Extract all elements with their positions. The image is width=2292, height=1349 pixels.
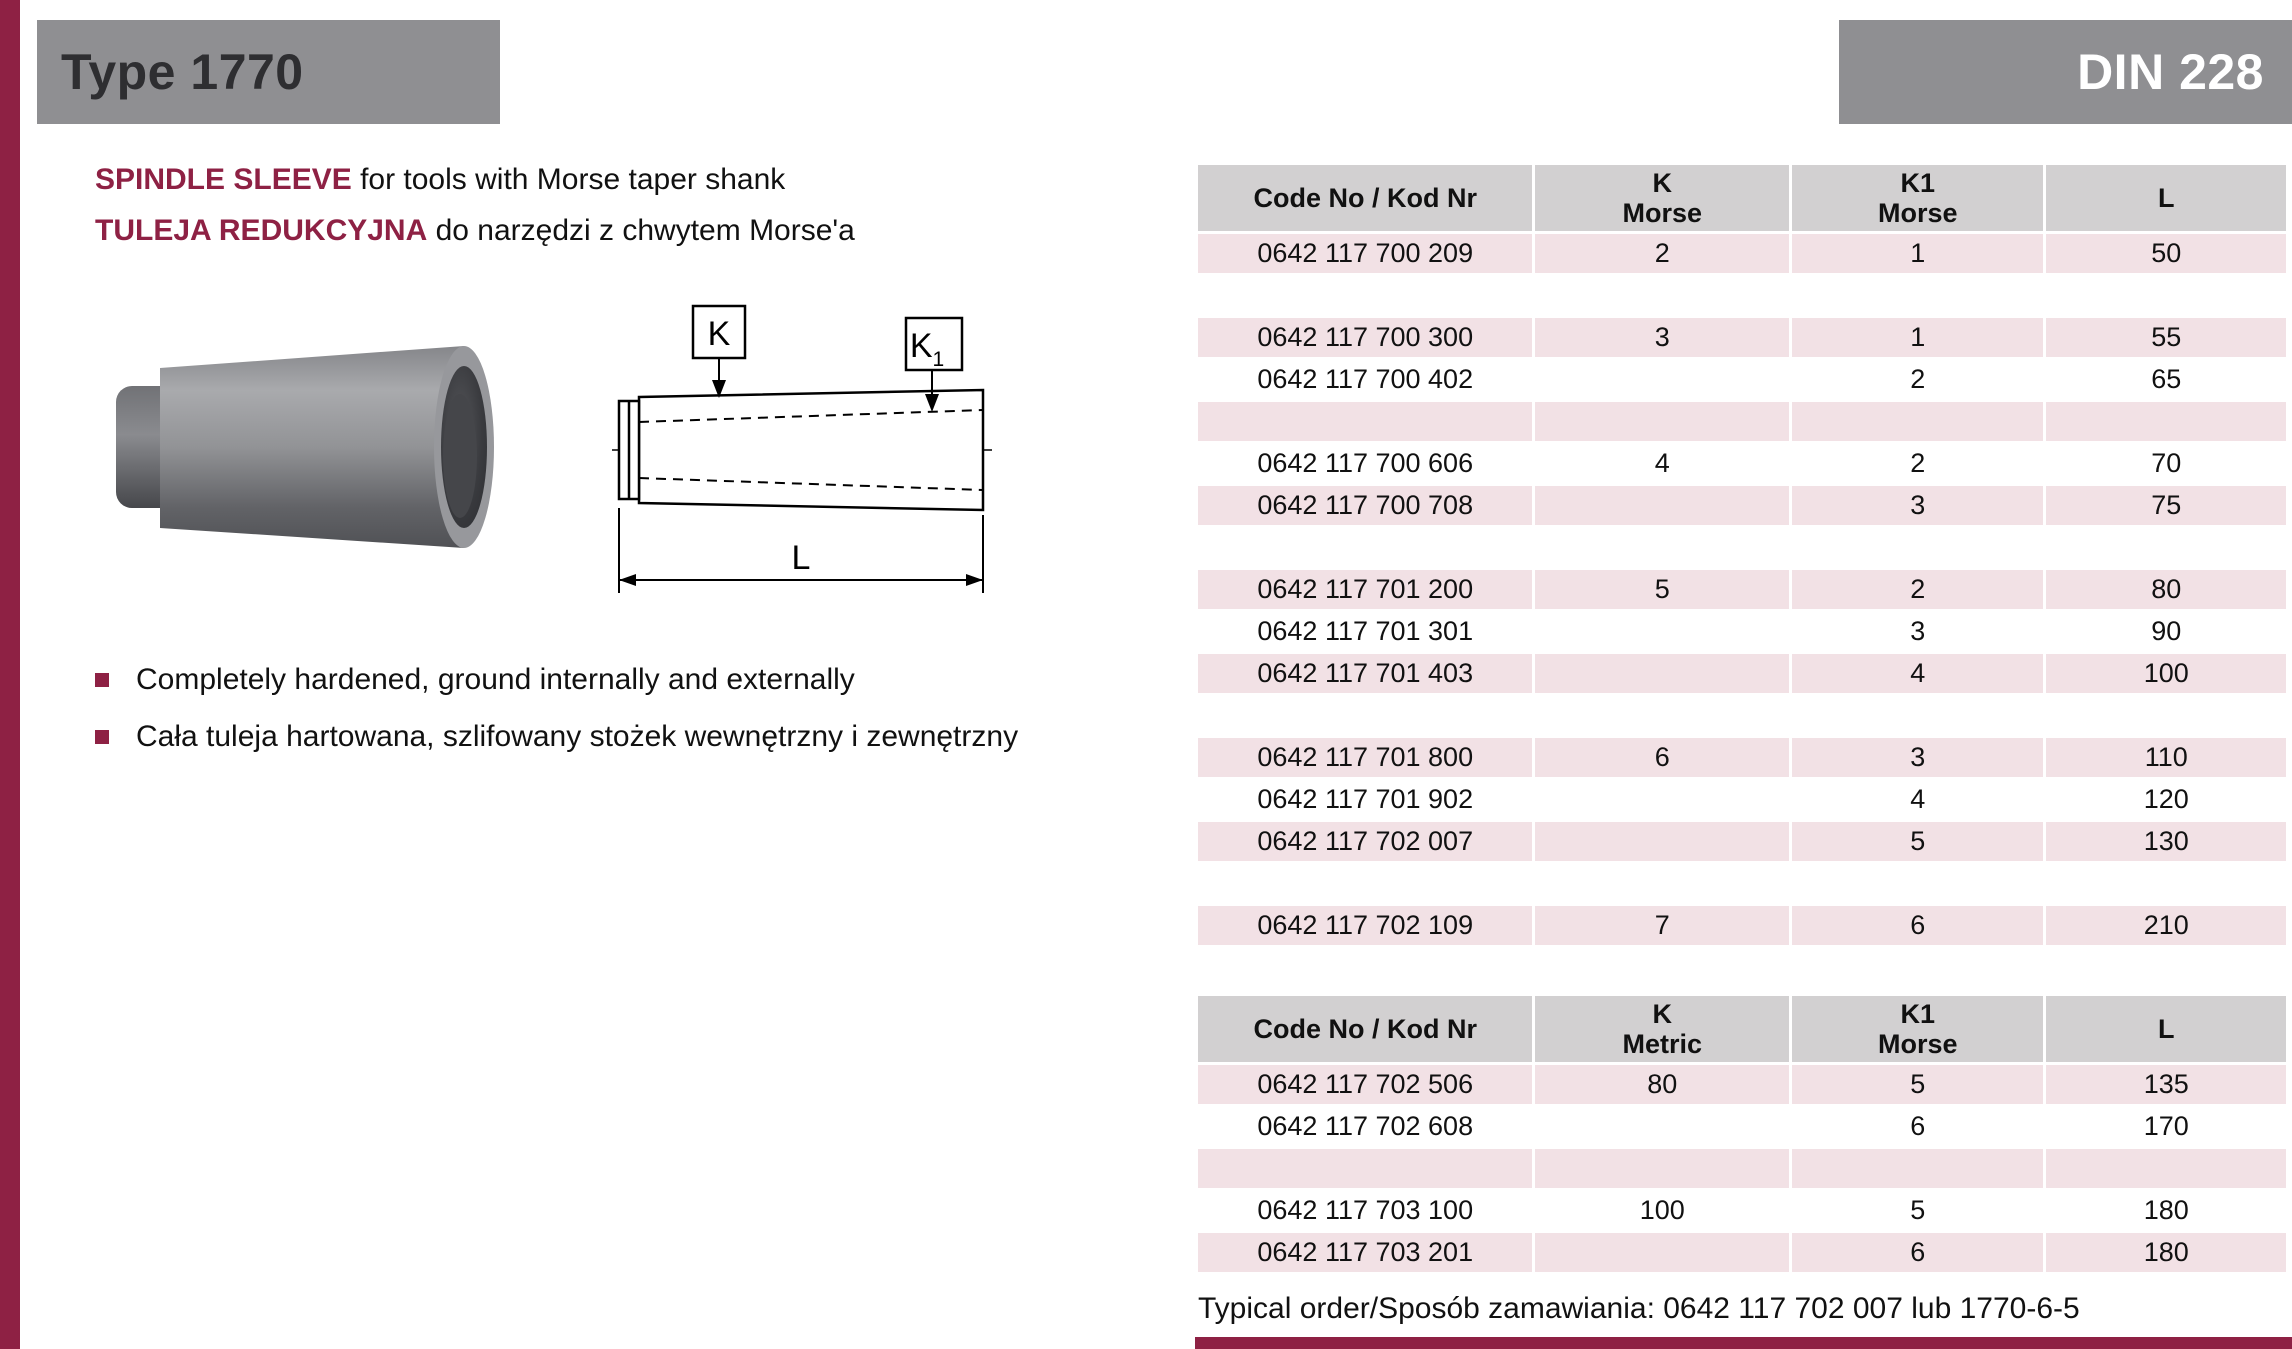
table-cell xyxy=(1535,1149,1789,1188)
table-cell: 5 xyxy=(1792,822,2043,861)
table-cell: 4 xyxy=(1535,444,1789,483)
table-row xyxy=(1198,612,2286,651)
feature-text-pl: Cała tuleja hartowana, szlifowany stożek wewnętrzny i zewnętrzny xyxy=(136,720,1019,753)
table-row-empty xyxy=(1198,402,2286,441)
table-header-row xyxy=(1198,165,2286,231)
table-row xyxy=(1198,1065,2286,1104)
table-cell xyxy=(1535,402,1789,441)
k-label: K xyxy=(707,315,731,353)
table-cell: 6 xyxy=(1792,1233,2043,1272)
table-row xyxy=(1198,1191,2286,1230)
table-cell xyxy=(1535,276,1789,315)
table-cell: 2 xyxy=(1792,444,2043,483)
table-cell xyxy=(1535,528,1789,567)
table-cell: 0642 117 701 403 xyxy=(1198,654,1532,693)
table-cell xyxy=(2046,696,2286,735)
table-cell: 80 xyxy=(2046,570,2286,609)
table-row xyxy=(1198,318,2286,357)
col-header-l: L xyxy=(2046,996,2286,1062)
table-cell xyxy=(1535,1107,1789,1146)
table-cell: 0642 117 700 402 xyxy=(1198,360,1532,399)
type-label: Type 1770 xyxy=(61,44,304,100)
table-cell: 0642 117 702 007 xyxy=(1198,822,1532,861)
metric-morse-table xyxy=(1195,993,2289,1275)
table-row xyxy=(1198,654,2286,693)
table-row xyxy=(1198,822,2286,861)
col-header-k: K Morse xyxy=(1535,165,1789,231)
table-cell: 4 xyxy=(1792,654,2043,693)
title-polish xyxy=(95,214,855,248)
table-header-row xyxy=(1198,996,2286,1062)
table-cell xyxy=(1198,1149,1532,1188)
bullet-square-icon xyxy=(95,673,109,687)
table-cell: 130 xyxy=(2046,822,2286,861)
table-cell: 0642 117 701 902 xyxy=(1198,780,1532,819)
table-cell: 2 xyxy=(1535,234,1789,273)
table-row xyxy=(1198,906,2286,945)
morse-morse-table xyxy=(1195,162,2289,948)
table-row xyxy=(1198,486,2286,525)
table-cell: 50 xyxy=(2046,234,2286,273)
table-cell xyxy=(1535,780,1789,819)
feature-item xyxy=(95,663,855,697)
table-cell: 0642 117 703 100 xyxy=(1198,1191,1532,1230)
table-cell: 3 xyxy=(1792,612,2043,651)
title-english xyxy=(95,163,785,197)
table-cell xyxy=(1198,696,1532,735)
bullet-square-icon xyxy=(95,730,109,744)
table-cell: 4 xyxy=(1792,780,2043,819)
table-row-empty xyxy=(1198,1149,2286,1188)
table-cell: 0642 117 701 200 xyxy=(1198,570,1532,609)
k1-label: $K_1$ xyxy=(909,327,945,371)
table-cell: 80 xyxy=(1535,1065,1789,1104)
table-cell xyxy=(1792,1149,2043,1188)
table-cell: 0642 117 700 708 xyxy=(1198,486,1532,525)
table-row-empty xyxy=(1198,528,2286,567)
table-cell xyxy=(1198,402,1532,441)
col-header-k: K Metric xyxy=(1535,996,1789,1062)
table-cell xyxy=(1535,696,1789,735)
table-cell xyxy=(1198,276,1532,315)
table-cell xyxy=(1792,528,2043,567)
table-cell xyxy=(1535,1233,1789,1272)
table-cell: 65 xyxy=(2046,360,2286,399)
din-header xyxy=(1839,20,2292,124)
table-cell: 75 xyxy=(2046,486,2286,525)
table-row xyxy=(1198,1233,2286,1272)
table-cell: 7 xyxy=(1535,906,1789,945)
table-row-empty xyxy=(1198,864,2286,903)
table-cell: 0642 117 701 301 xyxy=(1198,612,1532,651)
table-cell: 0642 117 700 606 xyxy=(1198,444,1532,483)
col-header-code: Code No / Kod Nr xyxy=(1198,996,1532,1062)
table-cell xyxy=(1535,822,1789,861)
table-cell: 5 xyxy=(1792,1065,2043,1104)
table-cell xyxy=(2046,1149,2286,1188)
table-cell: 90 xyxy=(2046,612,2286,651)
table-cell xyxy=(2046,276,2286,315)
table-cell: 3 xyxy=(1535,318,1789,357)
table-cell xyxy=(1535,864,1789,903)
col-header-l: L xyxy=(2046,165,2286,231)
table-cell: 0642 117 702 109 xyxy=(1198,906,1532,945)
table-row xyxy=(1198,444,2286,483)
table-cell xyxy=(1198,864,1532,903)
table-cell xyxy=(1535,486,1789,525)
table-cell: 180 xyxy=(2046,1233,2286,1272)
table-cell: 6 xyxy=(1792,1107,2043,1146)
table-cell: 0642 117 703 201 xyxy=(1198,1233,1532,1272)
table-cell: 120 xyxy=(2046,780,2286,819)
table-row xyxy=(1198,570,2286,609)
table-row xyxy=(1198,738,2286,777)
table-cell: 55 xyxy=(2046,318,2286,357)
table-row-empty xyxy=(1198,696,2286,735)
table-cell: 0642 117 702 506 xyxy=(1198,1065,1532,1104)
table-cell xyxy=(2046,402,2286,441)
table-cell: 1 xyxy=(1792,234,2043,273)
table-cell: 2 xyxy=(1792,360,2043,399)
din-label: DIN 228 xyxy=(2077,44,2264,100)
table-cell: 180 xyxy=(2046,1191,2286,1230)
typical-order-note: Typical order/Sposób zamawiania: 0642 117 702 007 lub 1770-6-5 xyxy=(1198,1292,2080,1325)
col-header-k1: K1 Morse xyxy=(1792,996,2043,1062)
table-cell xyxy=(2046,528,2286,567)
col-header-code: Code No / Kod Nr xyxy=(1198,165,1532,231)
title-polish-description: do narzędzi z chwytem Morse'a xyxy=(427,214,855,247)
table-row-empty xyxy=(1198,276,2286,315)
title-polish-product: TULEJA REDUKCYJNA xyxy=(95,214,428,247)
type-header xyxy=(37,20,500,124)
table-cell: 100 xyxy=(2046,654,2286,693)
product-photo xyxy=(108,336,538,558)
table-cell: 100 xyxy=(1535,1191,1789,1230)
table-cell: 110 xyxy=(2046,738,2286,777)
table-cell xyxy=(1535,360,1789,399)
table-cell: 1 xyxy=(1792,318,2043,357)
table-cell: 3 xyxy=(1792,738,2043,777)
table-cell: 0642 117 700 209 xyxy=(1198,234,1532,273)
table-cell xyxy=(1792,276,2043,315)
l-label: L xyxy=(791,539,811,577)
feature-item xyxy=(95,720,1018,754)
table-cell xyxy=(1198,528,1532,567)
table-row xyxy=(1198,780,2286,819)
table-cell: 210 xyxy=(2046,906,2286,945)
title-english-product: SPINDLE SLEEVE xyxy=(95,163,352,196)
table-cell: 135 xyxy=(2046,1065,2286,1104)
feature-text-en: Completely hardened, ground internally and externally xyxy=(136,663,855,696)
table-cell: 6 xyxy=(1792,906,2043,945)
table-cell xyxy=(1792,696,2043,735)
table-cell xyxy=(1792,402,2043,441)
table-cell: 5 xyxy=(1535,570,1789,609)
left-accent-bar xyxy=(0,0,20,1349)
table-cell: 3 xyxy=(1792,486,2043,525)
title-english-description: for tools with Morse taper shank xyxy=(351,163,786,196)
table-cell xyxy=(2046,864,2286,903)
table-cell: 6 xyxy=(1535,738,1789,777)
table-cell: 0642 117 702 608 xyxy=(1198,1107,1532,1146)
table-cell xyxy=(1792,864,2043,903)
table-cell: 0642 117 700 300 xyxy=(1198,318,1532,357)
table-cell: 2 xyxy=(1792,570,2043,609)
col-header-k1: K1 Morse xyxy=(1792,165,2043,231)
table-cell: 170 xyxy=(2046,1107,2286,1146)
table-cell: 70 xyxy=(2046,444,2286,483)
table-cell xyxy=(1535,612,1789,651)
table-row xyxy=(1198,360,2286,399)
table-row xyxy=(1198,234,2286,273)
technical-drawing xyxy=(612,302,992,602)
table-cell: 0642 117 701 800 xyxy=(1198,738,1532,777)
table-cell: 5 xyxy=(1792,1191,2043,1230)
table-cell xyxy=(1535,654,1789,693)
bottom-accent-bar xyxy=(1195,1337,2292,1349)
table-row xyxy=(1198,1107,2286,1146)
